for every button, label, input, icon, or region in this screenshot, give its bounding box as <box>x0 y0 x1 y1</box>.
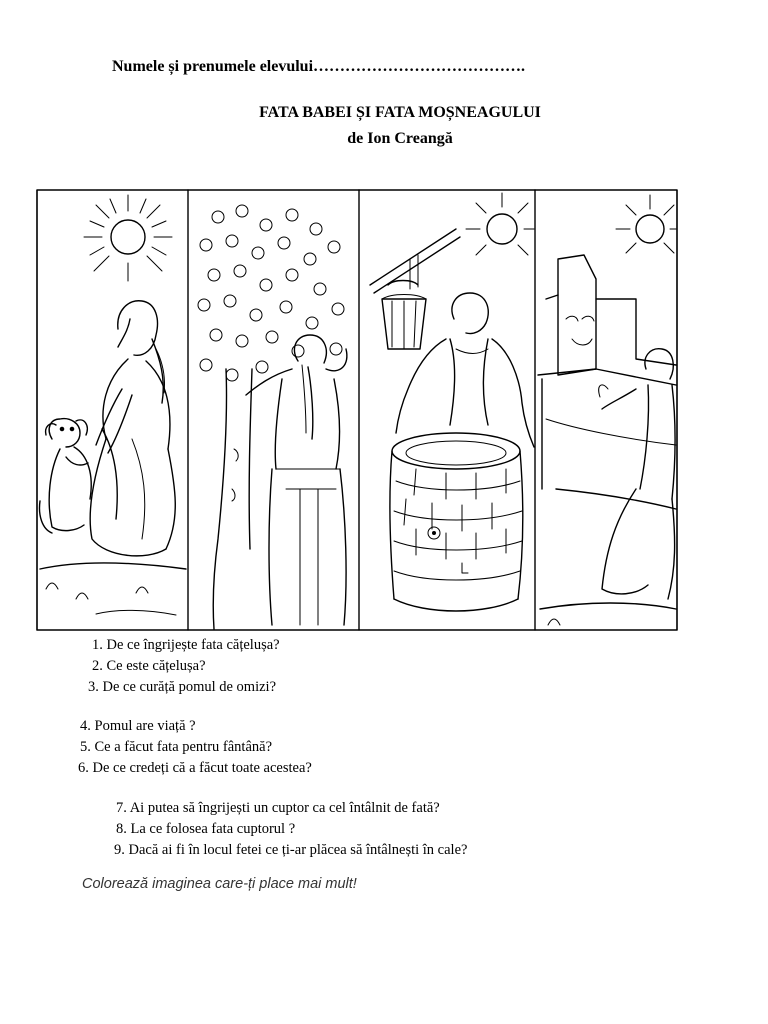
panel-girl-at-well <box>370 193 534 611</box>
story-author: de Ion Creangă <box>347 130 453 147</box>
question-4: 4. Pomul are viață ? <box>80 718 196 734</box>
coloring-instruction: Colorează imaginea care-ți place mai mult! <box>82 876 357 892</box>
panel-girl-with-dog <box>40 195 187 615</box>
question-8: 8. La ce folosea fata cuptorul ? <box>116 821 296 837</box>
panel-girl-at-tree <box>198 205 347 629</box>
story-title: FATA BABEI ȘI FATA MOȘNEAGULUI <box>259 104 541 121</box>
student-name-line: Numele și prenumele elevului…………………………………. <box>112 58 526 75</box>
question-5: 5. Ce a făcut fata pentru fântână? <box>80 739 273 755</box>
question-7: 7. Ai putea să îngrijești un cuptor ca cel întâlnit de fată? <box>116 800 440 816</box>
question-9: 9. Dacă ai fi în locul fetei ce ți-ar plăcea să întâlnești în cale? <box>114 842 468 858</box>
coloring-illustration <box>36 189 678 631</box>
question-1: 1. De ce îngrijește fata cățelușa? <box>92 637 280 653</box>
question-3: 3. De ce curăță pomul de omizi? <box>88 679 277 695</box>
panel-girl-at-oven <box>538 195 676 625</box>
question-6: 6. De ce credeți că a făcut toate acestea? <box>78 760 312 776</box>
question-2: 2. Ce este cățelușa? <box>92 658 206 674</box>
